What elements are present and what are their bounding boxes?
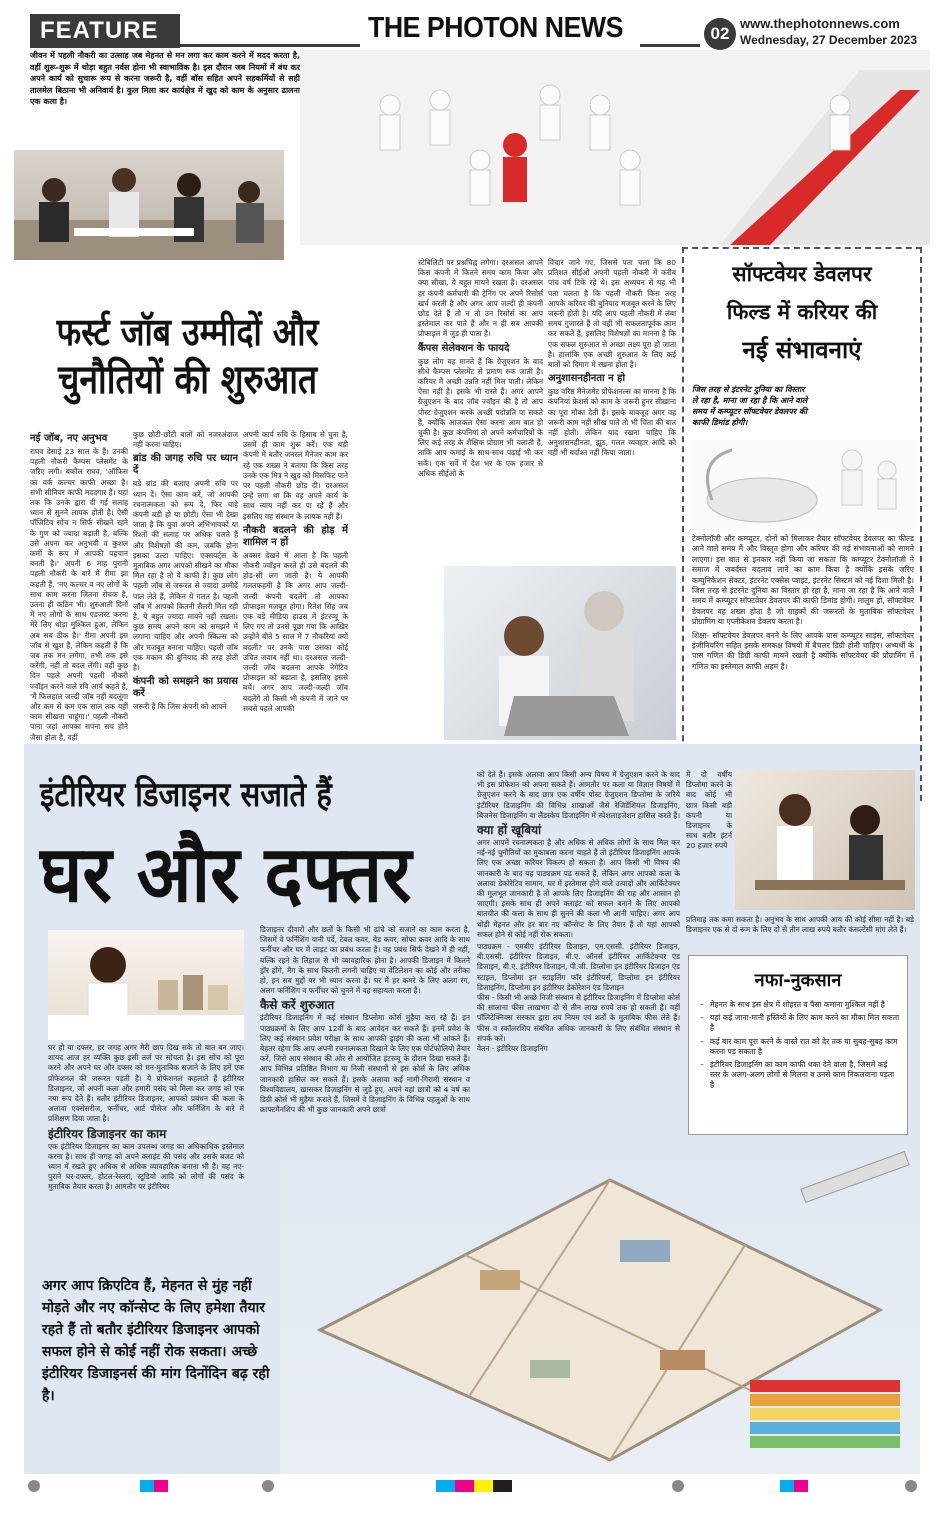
article2-column-c-body-2: अगर आपमें रचनात्मकता है और अधिक से अधिक लोगों के साथ मिल कर नई-नई चुनौतियों का मुकाबला करना चाहते हैं तो इंटीरियर डिजाइनिंग आपके लिए एक अच्छा करियर विकल्प हो सकता है। आप किसी भी विषय की जानकारी के बाद यह पाठ्यक्रम पढ़ सकते हैं, लेकिन अगर आपको कला के अलावा डेकोरेटिव सामान, घर में इस्तेमाल होने वाले उत्पादों और आर्किटेक्चर की मूलभूत जानकारी है तो आपके लिए डिजाइनिंग की राह और आसान हो जाएगी। इसके साथ ही अपने क्लाइंट को सफल बनाने के लिए आपको बातचीत की कला के साथ ही सुनने की कला भी आनी चाहिए। अगर आप थोड़ी मेहनत और हर बार नए कॉन्सेप्ट के लिए तैयार हैं तो यहां आपको सफल होने से कोई नहीं रोक सकता।	[477, 838, 680, 939]
column2-subheading-2: कंपनी को समझने का प्रयास करें	[133, 676, 238, 700]
article1-column-2	[133, 430, 238, 742]
header-rule-left	[180, 44, 360, 47]
color-swatch-cyan	[140, 1480, 154, 1492]
software-sidebar-title	[690, 255, 914, 369]
designer-woman-photo	[48, 930, 244, 1040]
article2-column-b-body-2: इंटीरियर डिजाइनिंग में कई संस्थान डिप्लोमा कोर्स मुहैया करा रहे हैं। इन पाठ्यक्रमों के लिए आप 12वीं के बाद आवेदन कर सकते हैं। इनमें प्रवेश के लिए कई संस्थान प्रवेश परीक्षा के साथ आपकी ड्राइंग की कला भी आंकते हैं। बेहतर रहेगा कि आप अपनी रचनात्मकता दिखाने के लिए एक पोर्टफोलियो तैयार करें, जिसे आप संस्थान की ओर से आयोजित इंटरव्यू के दौरान दिखा सकते हैं। आप विभिन्न प्रतिष्ठित विभाग या निजी संस्थानों से इस कोर्स के लिए अधिक जानकारी हासिल कर सकते हैं। इसके अलावा कई नामी-गिरामी संस्थान व विश्वविद्यालय, ख़ासकर डिज़ाइनिंग से जुड़े हुए, अपने यहां छात्रों को 4 वर्ष का डिग्री कोर्स भी मुहैया कराते हैं, जिसमें वे डिज़ाइनिंग के विभिन्न पहलुओं के साथ क्राफ्टमैनशिप की भी कुछ जानकारी अपने छात्रों	[260, 1013, 470, 1115]
color-swatch-magenta	[794, 1480, 808, 1492]
masthead: THE PHOTON NEWS	[368, 12, 623, 44]
article2-column-a-body: घर हो या दफ्तर, हर जगह अगर मेरी छाप दिख सके तो बात बन जाए। शायद आज हर व्यक्ति कुछ इसी तर्ज पर सोचता है। इस सोच को पूरा करने और अपने घर और दफ्तर को मन-मुताबिक सजाने के लिए हमें एक प्रोफेशनल की जरूरत पड़ती है। ये प्रोफेशनल कहलाते हैं इंटीरियर डिजाइनर, जो अपनी कला और हमारी पसंद को मिला कर जगह को एक नया रूप देते हैं। बतौर इंटीरियर डिजाइनर, आपको प्रबंधन की कला के अलावा एक्सेसरीज, फर्नीचर, आर्ट पीसेज और फर्निशिंग के बारे में प्रशिक्षण दिया जाता है।	[48, 1043, 244, 1124]
software-body-2: शिक्षा- सॉफ्टवेयर डेवलपर बनने के लिए आपके पास कम्प्यूटर साइंस, सॉफ्टवेयर इंजीनियरिंग सहित इसके समकक्ष विषयों में बैचलर डिग्री होनी चाहिए। अभ्यर्थी के पास गणित की डिग्री काफी मायने रखती है क्योंकि सॉफ्टवेयर की प्रोग्रामिंग में गणित का इस्तेमाल काफी अहम है।	[692, 630, 914, 671]
article2-courses: पाठ्यक्रम - एमबीए इंटीरियर डिजाइन, एम.एससी. इंटीरियर डिजाइन, बी.एससी. इंटीरियर डिजाइन, बी.ए. ऑनर्स इंटीरियर आर्किटेक्चर एंड डिजाइन, बी.ए. इंटीरियर डिजाइन, पी.जी. डिप्लोमा इन इंटीरियर डिजाइन एंड स्टाइल, डिप्लोमा इन स्टाइलिंग फॉर इंटीरियर्स, डिप्लोमा इन इंटीरियर डिजाइनिंग, डिप्लोमा इन इंटीरियर डेकोरेशन एंड डिजाइन	[477, 942, 680, 992]
headline-interior-line1: इंटीरियर डिजाइनर सजाते हैं	[40, 775, 332, 815]
article2-column-a	[48, 1043, 244, 1268]
column5-body-2: कुछ वरिष्ठ मैनेजमेंट प्रोफेशनल्स का मानना है कि कंपनियां फ्रेशर्स को काम के जरूरी हुनर सीखाना का पूरा मौका देती हैं। इसके बावजूद अगर वह जरूरी काम नहीं सीख पाते तो भी चिंता की बात नहीं होती। लेकिन याद रखना चाहिए कि अनुशासनहीनता, झूठ, गलत व्यवहार आदि को वहीं भी बर्दाश्त नहीं किया जाता।	[548, 387, 676, 458]
stairs-figures-illustration	[300, 50, 930, 245]
designers-at-work-photo	[735, 770, 915, 910]
pros-cons-item: – कई बार काम पूरा करने के वास्ते रात को देर तक या सुबह-सुबह काम करना पड़ सकता है	[700, 1037, 900, 1057]
column2-subheading-1: ब्रांड की जगह रुचि पर ध्यान दें	[133, 453, 238, 477]
registration-dot	[262, 1480, 274, 1492]
mouse-figures-illustration	[692, 440, 916, 530]
registration-dot	[28, 1480, 40, 1492]
pros-cons-item: – मेहनत के साथ इस क्षेत्र में शोहरत व पैसा कमाना मुश्किल नहीं है	[700, 1000, 900, 1010]
article2-salary: वेतन - इंटीरियर डिजाइनिंग	[477, 1044, 548, 1054]
software-sidebar-intro: जिस तरह से इंटरनेट दुनिया का विस्तार ले रहा है, माना जा रहा है कि आने वाले समय में कम्प्यूटर सॉफ्टवेयर डेवलपर की काफी डिमांड होगी।	[692, 385, 808, 427]
headline-first-job-line2: चुनौतियों की शुरुआत	[58, 357, 318, 403]
office-team-photo	[14, 150, 284, 260]
column1-body: राघव देसाई 23 साल के हैं। उनकी पहली नौकरी कैम्पस प्लेसमेंट के जरिए लगी। बकौल राघव, 'ऑफिस का वर्क कल्चर काफी अच्छा है। सभी सीनियर काफी मददगार हैं। यहां तक कि उनके द्वारा दी गई सलाह ध्यान से सुनने लायक होती है। ऐसी पॉजिटिव सोच न सिर्फ सीखने रहने के गुण को ज्यादा बढ़ाती है, बल्कि उसे अपना कर अनुभवी व कुशल कर्मी के रूप में आपकी पहचान बनती है।' अपनी 6 माह पुरानी पहली नौकरी के बारे में रीमा झा कहती हैं, 'नए कल्चर व नए लोगों के साथ काम करना जितना रोचक है, उतना ही कठिन भी। शुरुआती दिनों में नए लोगों के साथ एडजस्ट करना मेरे लिए थोड़ा मुश्किल हुआ, लेकिन अब सब ठीक है।' रीमा अपनी इस जॉब से खुश हैं, लेकिन कहती हैं कि जब तक मन लगेगा, तभी तक इसे करेंगी, नहीं तो बदल लेंगी। वहीं कुछ दिन पहले अपनी पहली नौकरी ज्वॉइन करने वाले रवि आर्य कहते हैं, 'मैं फिलहाल जल्दी जॉब नहीं बदलूंगा और कम से कम एक साल तक यहीं काम सीखना चाहूंगा।' पहली नौकरी पाना जहां आपका सपना सच होने जैसा होता है, वहीं	[30, 447, 128, 742]
article2-column-d-body: में दो वर्षीय डिप्लोमा करने के बाद कोई भी छात्र किसी बड़ी कंपनी या डिजाइनर के साथ बतौर इंटर्न 20 हजार रुपये	[686, 770, 732, 851]
software-title-line3: नई संभावनाएं	[742, 336, 862, 364]
column1-subheading: नई जॉब, नए अनुभव	[30, 433, 108, 444]
pros-cons-list	[700, 1000, 900, 1094]
issue-date: Wednesday, 27 December 2023	[740, 33, 917, 47]
color-swatch-black	[493, 1480, 512, 1492]
software-body-1: टेक्नोलॉजी और कम्प्यूटर, दोनों को मिलाकर तैयार सॉफ्टवेयर डेवलपर का फील्ड आने वाले समय में और विस्तृत होगा और करियर की नई संभावनाओं को सामने लाएगा। इस बात से इनकार नहीं किया जा सकता कि कम्प्यूटर टेक्नोलॉजी ने समाज में जबर्दस्त बदलाव लाने का काम किया है क्योंकि इसके जरिए कम्युनिकेशन सेक्टर, इंटरनेट एक्सेस प्वाइंट, इंटरनेट सिस्टम को नई दिशा मिली है। जिस तरह से इंटरनेट दुनिया का विस्तार हो रहा है, माना जा रहा है कि आने वाले समय में कम्प्यूटर सॉफ्टवेयर डेवलपर की काफी डिमांड होगी। मालूम हो, सॉफ्टवेयर डेवलपर वह शख्स होता है जो ग्राहकों की जरूरतों के मुताबिक सॉफ्टवेयर प्रोग्रामिंग या एप्लीकेशन डेवलप करता है।	[692, 534, 914, 627]
registration-dot	[905, 1480, 917, 1492]
laptop-colleagues-photo	[444, 566, 676, 740]
column2-body-2: जरूरी है कि जिस कंपनी को आपने	[133, 702, 227, 712]
pull-quote: अगर आप क्रिएटिव हैं, मेहनत से मुंह नहीं मोड़ते और नए कॉन्सेप्ट के लिए हमेशा तैयार रहते हैं तो बतौर इंटीरियर डिजाइनर आपको सफल होने से कोई नहीं रोक सकता। अच्छे इंटीरियर डिजाइनर्स की मांग दिनोंदिन बढ़ रही है।	[42, 1278, 270, 1404]
color-swatch-yellow	[474, 1480, 493, 1492]
column4-body-2: कुछ लोग यह मानते हैं कि ग्रेजुएशन के बाद सीधे कैम्पस प्लेसमेंट से प्रमाण रुक जाती है। करियर में अच्छी उन्नति नहीं मिल पाती। लेकिन ऐसा नहीं है। इसके भी रास्ते हैं। अगर आपने ग्रेजुएशन के बाद जॉब ज्वॉइन की है तो आप पोस्ट ग्रेजुएशन करके अच्छी पदोन्नति पा सकते हैं, क्योंकि आजकल ऐसा करना आम बात हो चुकी है। कुछ कंपनियां तो अपने कर्मचारियों के लिए कई तरह के शैक्षिक प्रोग्राम भी चलाती हैं, ताकि आप कमाई के साथ-साथ पढ़ाई भी कर सकें। एक सर्वे में देश भर के एक हजार से अधिक सीईओ के	[418, 356, 543, 478]
column2-body-1: बड़े ब्रांड की बजाए अपनी रुचि पर ध्यान दें। ऐसा काम करें, जो आपकी रचनात्मकता को रूप दे, फिर चाहे कंपनी बड़ी हो या छोटी। ऐसा भी देखा जाता है कि युवा अपने अभिभावकों या रिश्तों की सलाह पर अधिक चलते हैं और विशेषज्ञों की कम, जबकि होना इसका उल्टा चाहिए। एक्सपर्ट्स के मुताबिक अगर आपको सीखने का मौका मिल रहा है तो ये काफी है। कुछ लोग पहली जॉब से जरूरत से ज्यादा उम्मीदें पाल लेते हैं, लेकिन ये गलत है। पहली जॉब में आपको कितनी सैलरी मिल रही है, ये बहुत ज्यादा मायने नहीं रखता। कुछ समय अपने काम को समझने में लगाना चाहिए और अपनी स्किल्स को और मजबूत बनाना चाहिए। पहली जॉब एक मकान की बुनियाद की तरह होती है।	[133, 479, 238, 673]
section-tag: FEATURE	[30, 14, 180, 48]
column4-body-1: स्टेबिलिटी पर प्रश्नचिह्न लगेगा। दरअसल आपने किस कंपनी में कितने समय काम किया और क्या सीखा, ये बहुत मायने रखता है। दरअसल हर कंपनी कर्मचारी की ट्रेनिंग पर अपने रिसोर्स खर्च करती है और अगर आप जल्दी ही कंपनी छोड़ देते हैं तो न तो उन रिसोर्स का आप इस्तेमाल कर पाते हैं और न ही सब आपकी प्रोफाइल में जुड़ ही पाता है।	[418, 258, 543, 339]
column3-subheading: नौकरी बदलने की होड़ में शामिल न हों	[243, 524, 348, 548]
article2-column-c-subheading: क्या हों खूबियां	[477, 823, 542, 838]
color-swatch-magenta	[455, 1480, 474, 1492]
pros-cons-item: – यहां कई जाना-मानी हस्तियों के लिए काम करने का मौका मिल सकता है	[700, 1013, 900, 1033]
software-title-line1: सॉफ्टवेयर डेवलपर	[732, 262, 872, 286]
article1-column-5	[548, 258, 676, 560]
article2-column-c-body: को देते हैं। इसके अलावा आप किसी अन्य विषय में ग्रेजुएशन करने के बाद भी इस प्रोफेशन को अपना सकते हैं। आमतौर पर कला या विज्ञान विषयों में ग्रेजुएशन करने के बाद छात्र एक वर्षीय पोस्ट ग्रेजुएशन डिप्लोमा के जरिये इंटीरियर डिजाइनिंग की विभिन्न शाखाओं जैसे रेजिडेंशियल डिजाइनिंग, बिजनेस डिजाइनिंग या लैंडस्केप डिजाइनिंग में स्पेशलाइजेशन हासिल करते हैं।	[477, 770, 680, 820]
column3-body-1: अपनी कार्य रुचि के हिसाब से चुना है, उसमें ही काम शुरू करें। एक बड़ी कंपनी में बतौर जनरल मैनेजर काम कर रहे एक शख्स ने बताया कि किस तरह उनके एक मित्र ने खुद को मिसफिट पाने पर पहली नौकरी छोड़ दी। दरअसल उन्हें लगा था कि वह अपने कार्य के साथ न्याय नहीं कर पा रहे हैं और इसलिए वह संस्थान के लायक नहीं हैं।	[243, 430, 348, 521]
registration-dot	[672, 1480, 684, 1492]
floor-plan-illustration	[280, 1150, 920, 1474]
color-swatch-magenta	[154, 1480, 168, 1492]
article2-fees: फीस - किसी भी अच्छे निजी संस्थान से इंटीरियर डिजाइनिंग में डिप्लोमा कोर्स की सालाना फीस लाखभग दो से तीन लाख रुपये तक हो सकती है। वहीं पॉलिटेक्निक्स सरकार द्वारा तय नियम एवं शर्तों के मुताबिक फीस लेते हैं। फीस व स्कॉलरशिप संबंधित अधिक जानकारी के लिए संबंधित संस्थान से संपर्क करें।	[477, 993, 680, 1043]
designers-at-work-illustration	[735, 770, 915, 910]
headline-first-job	[28, 308, 347, 404]
article2-column-a-subheading: इंटीरियर डिजाइनर का काम	[48, 1126, 167, 1141]
article1-column-4	[418, 258, 543, 560]
article1-column-3	[243, 430, 348, 742]
headline-first-job-line1: फर्स्ट जॉब उम्मीदों और	[56, 310, 319, 354]
column5-subheading: अनुशासनहीनता न हो	[548, 373, 626, 385]
website-link[interactable]: www.thephotonnews.com	[740, 16, 900, 31]
article-intro: जीवन में पहली नौकरी का उत्साह जब मेहनत से मन लगा कर काम करने में मदद करता है, वहीं शुरू-शुरू में थोड़ा बहुत नर्वस होना भी स्वाभाविक है। इस दौरान जब नियमों में बंध कर अपने कार्य को सुचारू रूप से करना जरूरी है, वहीं बॉस सहित अपने सहकर्मियों से सही तालमेल बिठाना भी अनिवार्य है। कुल मिला कर कार्यक्षेत्र में खुद को काम के अनुसार ढालना एक कला है।	[30, 51, 300, 106]
pros-cons-item: – इंटीरियर डिजाइनिंग का काम काफी थका देने वाला है, जिसमें कई स्तर के अलग-अलग लोगों से मिलना व उनसे काम निकलवाना पड़ता है	[700, 1060, 900, 1091]
article2-column-d-continued	[686, 915, 914, 951]
article2-column-b-subheading: कैसे करें शुरुआत	[260, 998, 335, 1013]
article2-column-b	[260, 925, 470, 1150]
color-swatch-cyan	[436, 1480, 455, 1492]
office-team-illustration	[14, 150, 284, 260]
pros-cons-title: नफा-नुकसान	[754, 970, 842, 991]
mouse-figures-image	[692, 440, 916, 530]
column5-body-1: विचार जाने गए, जिससे पता चला कि 80 प्रतिशत सीईओ अपनी पहली नौकरी में करीब पांच वर्ष टिके रहे थे। इस अध्ययन से यह भी पता चलता है कि पहली नौकरी किस तरह आपके करियर की बुनियाद मजबूत करने के लिए जरूरी होती है। यदि आप पहली नौकरी में लंबा समय गुजारते हैं तो वहीं भी सफलतापूर्वक काम कर सकते हैं, इसलिए विशेषज्ञों का मानना है कि एक सफल शुरुआत से अच्छा लक्ष्य पूरा हो जाता है। हालांकि एक अच्छी शुरुआत के लिए कई बातों को दिमाग में रखना होता है।	[548, 258, 676, 370]
software-title-line2: फिल्ड में करियर की	[726, 300, 878, 324]
article1-column-1	[30, 430, 128, 742]
color-swatch-cyan	[780, 1480, 794, 1492]
article2-column-d-body-2: प्रतिमाह तक कमा सकता है। अनुभव के साथ आपकी आय की कोई सीमा नहीं है। बड़े डिजाइनर एक से दो रूम के लिए दो से तीन लाख रुपये बतौर कंसल्टेंसी मांग लेते हैं।	[686, 915, 914, 935]
designer-woman-illustration	[48, 930, 244, 1040]
article2-column-b-body: डिजाइनर दीवारों और छतों के किसी भी ढांचे को सजाने का काम करता है, जिसमें वे फर्निशिंग यानी पर्दे, टेबल कवर, बेड कवर, सोफा कवर आदि के साथ फर्नीचर और घर में लाइट का प्रबंध करता है। वह प्रबंध सिर्फ देखने में ही नहीं, बल्कि रहने के लिहाज से भी व्यावहारिक होना है। आपकी डिजाइन में कितने ड्रॉर होंगे, मैग के साथ कितनी लगनी चाहिए या वेंटिलेशन का कोई और तरीका हो, इन सब मुद्दों पर भी ध्यान करना है। घर में हर कमरे के लिए अलग रंग, अलग फर्निशिंग व फर्नीचर को चुनने में वह सहायता करता है।	[260, 925, 470, 996]
column4-subheading: कैंपस सेलेक्शन के फायदे	[418, 342, 510, 354]
column2-intro: कुछ छोटी-छोटी बातों को नजरअंदाज नहीं करना चाहिए।	[133, 430, 238, 450]
floor-plan-image	[280, 1150, 920, 1474]
header-rule-right	[640, 44, 700, 47]
article2-column-a-body-2: एक इंटीरियर डिजाइनर का काम उपलब्ध जगह का अधिकाधिक इस्तेमाल करना है। साथ ही जगह को अपने क्लाइंट की पसंद और उसके बजट को ध्यान में रखते हुए अधिक से अधिक व्यावहारिक बनाना भी है। वह नए-पुराने घर-दफ्तर, होटल-रेस्तरां, स्टूडियो आदि को लोगों की पसंद के मुताबिक तैयार करता है। आमतौर पर इंटीरियर	[48, 1141, 244, 1192]
career-figures-image	[300, 50, 930, 245]
article2-column-c	[477, 770, 680, 1148]
laptop-colleagues-illustration	[444, 566, 676, 740]
article2-column-d	[686, 770, 732, 915]
column3-body-2: अक्सर देखने में आता है कि पहली नौकरी ज्वॉइन करते ही उसे बदलने की होड़-सी लग जाती है। ये आपकी गलतफहमी है कि अगर आप जल्दी-जल्दी कंपनी बदलेंगे तो आपका प्रोफाइल मजबूत होगा। रितेश सिंह जब एक बड़े मीडिया हाउस में इंटरव्यू के लिए गए तो उनसे पूछा गया कि आखिर उन्होंने बीते 5 साल में 7 नौकरियां क्यों बदलीं? पर उनके पास उसका कोई उचित जवाब नहीं था। दरअसल जल्दी-जल्दी जॉब बदलना आपके नेगेटिव प्रोफाइल को बढ़ाता है, इसलिए इससे बचें। अगर आप जल्दी-जल्दी जॉब बदलेंगे तो किसी भी कंपनी में जाने पर सबसे पहले आपकी	[243, 550, 348, 713]
page-number: 02	[704, 18, 736, 50]
headline-interior-line2: घर और दफ्तर	[40, 830, 412, 920]
